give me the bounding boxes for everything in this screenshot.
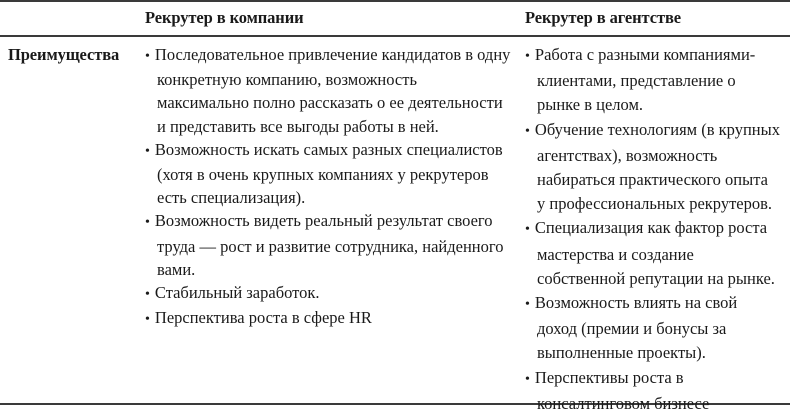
list-item: • Последовательное привлечение кандидатов в одну конкретную компанию, возможность максимально полно рассказать о ее деятельности и представить все выгоды работы в ней. [145, 43, 511, 138]
list-item: • Перспективы роста в консалтинговом бизнесе [525, 366, 780, 416]
list-item: • Специализация как фактор роста мастерства и создание собственной репутации на рынке. [525, 216, 780, 291]
list-item: • Работа с разными компаниями-клиентами, представление о рынке в целом. [525, 43, 780, 118]
list-item: • Перспектива роста в сфере HR [145, 306, 511, 331]
agency-advantages-list [525, 43, 780, 416]
column-header-in-house: Рекрутер в компании [145, 7, 304, 27]
in-house-advantages-list [145, 43, 511, 331]
cell-in-house-advantages [145, 37, 525, 331]
list-item: • Возможность влиять на свой доход (премии и бонусы за выполненные проекты). [525, 291, 780, 366]
list-item: • Стабильный заработок. [145, 281, 511, 306]
list-item: • Возможность искать самых разных специалистов (хотя в очень крупных компаниях у рекрутеров есть специализация). [145, 138, 511, 210]
column-header-agency: Рекрутер в агентстве [525, 7, 681, 27]
table-header-row [0, 0, 790, 35]
list-item: • Возможность видеть реальный результат своего труда — рост и развитие сотрудника, найденного вами. [145, 209, 511, 281]
table-body-row [0, 37, 790, 413]
row-label-advantages: Преимущества [8, 45, 120, 64]
cell-agency-advantages [525, 37, 790, 416]
list-item: • Обучение технологиям (в крупных агентствах), возможность набираться практического опыта у профессиональных рекрутеров. [525, 118, 780, 217]
